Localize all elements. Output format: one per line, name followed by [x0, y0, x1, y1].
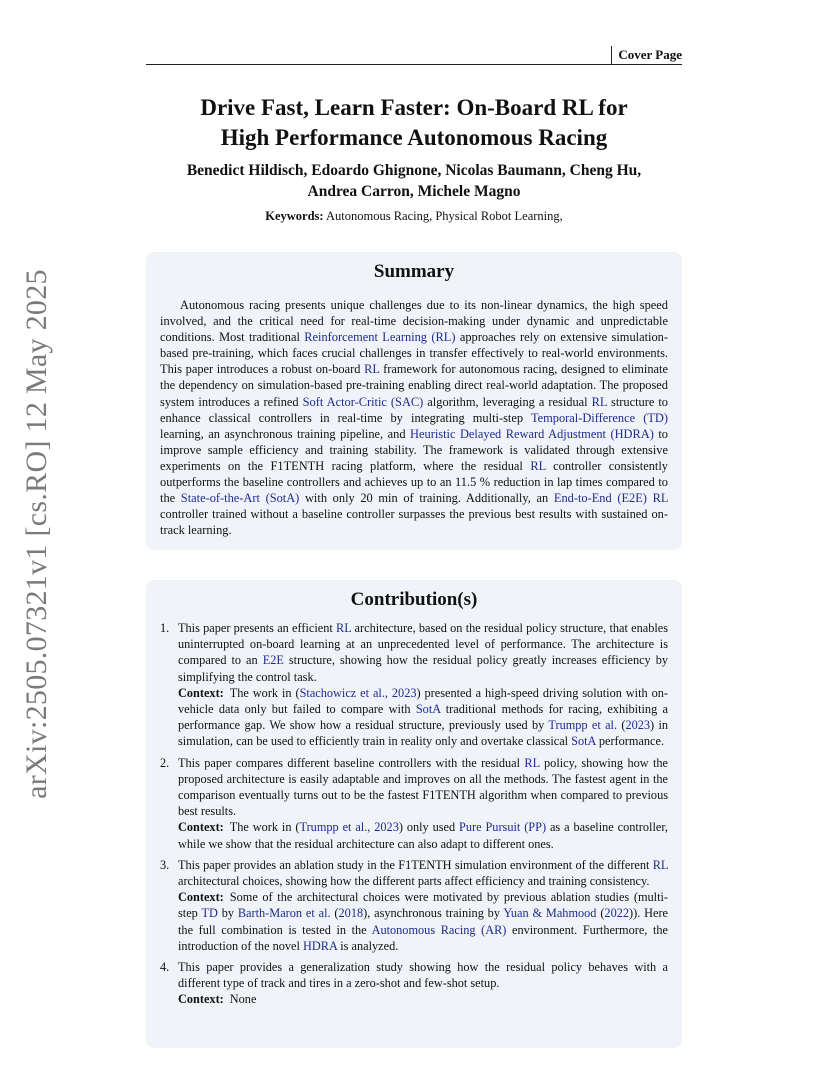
acronym-link[interactable]: RL [530, 458, 546, 473]
contribution-item-2 [160, 755, 668, 852]
arxiv-identifier: arXiv:2505.07321v1 [cs.RO] 12 May 2025 [20, 269, 53, 799]
context-text: ) presented a high-speed driving solution with on-vehicle data only but failed to compare with [178, 685, 668, 717]
summary-text-part: algorithm, leveraging a residual [423, 394, 592, 409]
acronym-link[interactable]: End-to-End (E2E) [553, 491, 647, 506]
item-number: 3. [160, 857, 170, 872]
contributions-list [160, 620, 668, 1013]
context-label: Context: [178, 820, 224, 835]
context-text: as a baseline controller, while we show that the residual architecture can also adapt to different ones. [178, 820, 669, 851]
context-text: ( [596, 906, 605, 921]
context-text: environment. Furthermore, the introduction of the novel [178, 922, 668, 953]
keywords-value: Autonomous Racing, Physical Robot Learning, [325, 209, 563, 223]
acronym-link[interactable]: SotA [415, 702, 441, 717]
keywords-label: Keywords: [265, 209, 324, 223]
summary-text-part: approaches rely on extensive simulation-based pre-training, which faces crucial challenges in transfer effectively to real-world environments. This paper introduces a robust on-board [160, 330, 668, 377]
context-text: )). Here the full combination is tested in the [178, 906, 669, 937]
acronym-link[interactable]: RL [652, 491, 668, 506]
summary-box [146, 252, 682, 550]
item-text: This paper provides an ablation study in the F1TENTH simulation environment of the different [178, 857, 653, 872]
item-text: architectural choices, showing how the different parts affect efficiency and training consistency. [178, 874, 650, 889]
context-text: ( [617, 718, 626, 733]
context-label: Context: [178, 685, 224, 700]
acronym-link[interactable]: Autonomous Racing (AR) [371, 922, 507, 937]
acronym-link[interactable]: Pure Pursuit (PP) [459, 820, 547, 835]
context-text: performance. [595, 734, 665, 749]
paper-title [146, 93, 682, 153]
item-text: architecture, based on the residual policy structure, that enables uninterrupted on-board learning at an unprecedented level of performance. The architecture is compared to an [178, 621, 669, 668]
title-line-2: High Performance Autonomous Racing [220, 125, 608, 150]
citation-year-link[interactable]: 2022 [604, 906, 630, 921]
summary-text-part: with only 20 min of training. Additionally, an [299, 491, 554, 506]
contribution-item-4 [160, 959, 668, 1008]
acronym-link[interactable]: RL [336, 621, 352, 635]
citation-link[interactable]: Trumpp et al. [548, 718, 618, 733]
summary-text-part: controller trained without a baseline controller surpasses the previous best results with sustained on-track learning. [160, 507, 668, 538]
cover-page-label: Cover Page [611, 46, 682, 64]
context-text: traditional methods for racing, exhibiting a performance gap. We show how a residual structure, previously used by [178, 702, 668, 733]
citation-link[interactable]: Stachowicz et al., 2023 [299, 685, 417, 700]
citation-link[interactable]: Trumpp et al., 2023 [299, 820, 399, 835]
summary-text-part: learning, an asynchronous training pipeline, and [160, 426, 411, 441]
item-number: 2. [160, 755, 170, 770]
summary-text-part: Autonomous racing presents unique challenges due to its non-linear dynamics, the high speed involved, and the critical need for real-time decision-making under dynamic and unpredictable conditions. Most traditional [160, 298, 668, 345]
acronym-link[interactable]: RL [364, 362, 380, 377]
author-list [146, 160, 682, 202]
summary-text-part: controller consistently outperforms the baseline controllers and achieves up to an 11.5 % reduction in lap times compared to the [160, 458, 668, 506]
acronym-link[interactable]: Temporal-Difference (TD) [530, 410, 668, 425]
context-label: Context: [178, 890, 224, 905]
citation-year-link[interactable]: 2023 [625, 718, 651, 733]
citation-link[interactable]: Barth-Maron et al. [237, 906, 331, 921]
context-text: is analyzed. [337, 938, 399, 953]
authors-line-1: Benedict Hildisch, Edoardo Ghignone, Nicolas Baumann, Cheng Hu, [186, 162, 642, 179]
summary-heading: Summary [373, 261, 455, 282]
acronym-link[interactable]: RL [591, 394, 607, 409]
acronym-link[interactable]: TD [201, 906, 218, 921]
context-text: Some of the architectural choices were motivated by previous ablation studies (multi-step [178, 890, 668, 921]
acronym-link[interactable]: State-of-the-Art (SotA) [180, 491, 300, 506]
summary-text-part: framework for autonomous racing, designed to eliminate the dependency on simulation-based pre-training enabling direct real-world adaptation. The proposed system introduces a refined [160, 362, 668, 409]
acronym-link[interactable]: SotA [571, 734, 596, 749]
item-number: 1. [160, 621, 170, 635]
context-text: The work in ( [229, 820, 300, 835]
header-rule [146, 64, 682, 65]
citation-link[interactable]: Yuan & Mahmood [503, 906, 597, 921]
summary-text-part: structure to enhance classical controllers in real-time by integrating multi-step [160, 394, 668, 425]
item-text: structure, showing how the residual policy greatly increases efficiency by simplifying the control task. [178, 653, 669, 684]
summary-text-part: to improve sample efficiency and training stability. The framework is validated through extensive experiments on the F1TENTH racing platform, where the residual [160, 426, 668, 473]
authors-line-2: Andrea Carron, Michele Magno [307, 183, 521, 200]
contributions-heading: Contribution(s) [350, 589, 478, 610]
item-number: 4. [160, 960, 170, 975]
context-text: ), asynchronous training by [363, 906, 504, 921]
keywords [146, 207, 682, 225]
summary-text [160, 297, 668, 538]
context-text: None [229, 992, 257, 1007]
item-text: policy, showing how the proposed architecture is easily adaptable and improves on all the methods. The fastest agent in the comparison eventually turns out to be the fastest F1TENTH algorithm when compared to previous best results. [178, 755, 669, 819]
acronym-link[interactable]: E2E [262, 653, 284, 668]
citation-year-link[interactable]: 2018 [338, 906, 364, 921]
context-text: ) only used [398, 820, 460, 835]
context-text: ( [330, 906, 339, 921]
context-label: Context: [178, 992, 224, 1007]
context-text: ) in simulation, can be used to efficiently train in reality only and overtake classical [178, 718, 669, 749]
contributions-box [146, 580, 682, 1048]
acronym-link[interactable]: RL [652, 857, 668, 872]
context-text: by [217, 906, 238, 921]
context-text: The work in ( [229, 685, 300, 700]
title-line-1: Drive Fast, Learn Faster: On-Board RL for [200, 95, 628, 120]
contribution-item-3 [160, 857, 668, 954]
item-text: This paper compares different baseline controllers with the residual [178, 755, 525, 770]
acronym-link[interactable]: Soft Actor-Critic (SAC) [302, 394, 424, 409]
acronym-link[interactable]: Reinforcement Learning (RL) [304, 330, 456, 345]
acronym-link[interactable]: HDRA [303, 938, 338, 953]
item-text: This paper presents an efficient [178, 621, 337, 635]
acronym-link[interactable]: RL [524, 755, 540, 770]
item-text: This paper provides a generalization study showing how the residual policy behaves with a different type of track and tires in a zero-shot and few-shot setup. [178, 960, 668, 991]
acronym-link[interactable]: Heuristic Delayed Reward Adjustment (HDRA) [410, 426, 654, 441]
contribution-item-1 [160, 620, 668, 750]
